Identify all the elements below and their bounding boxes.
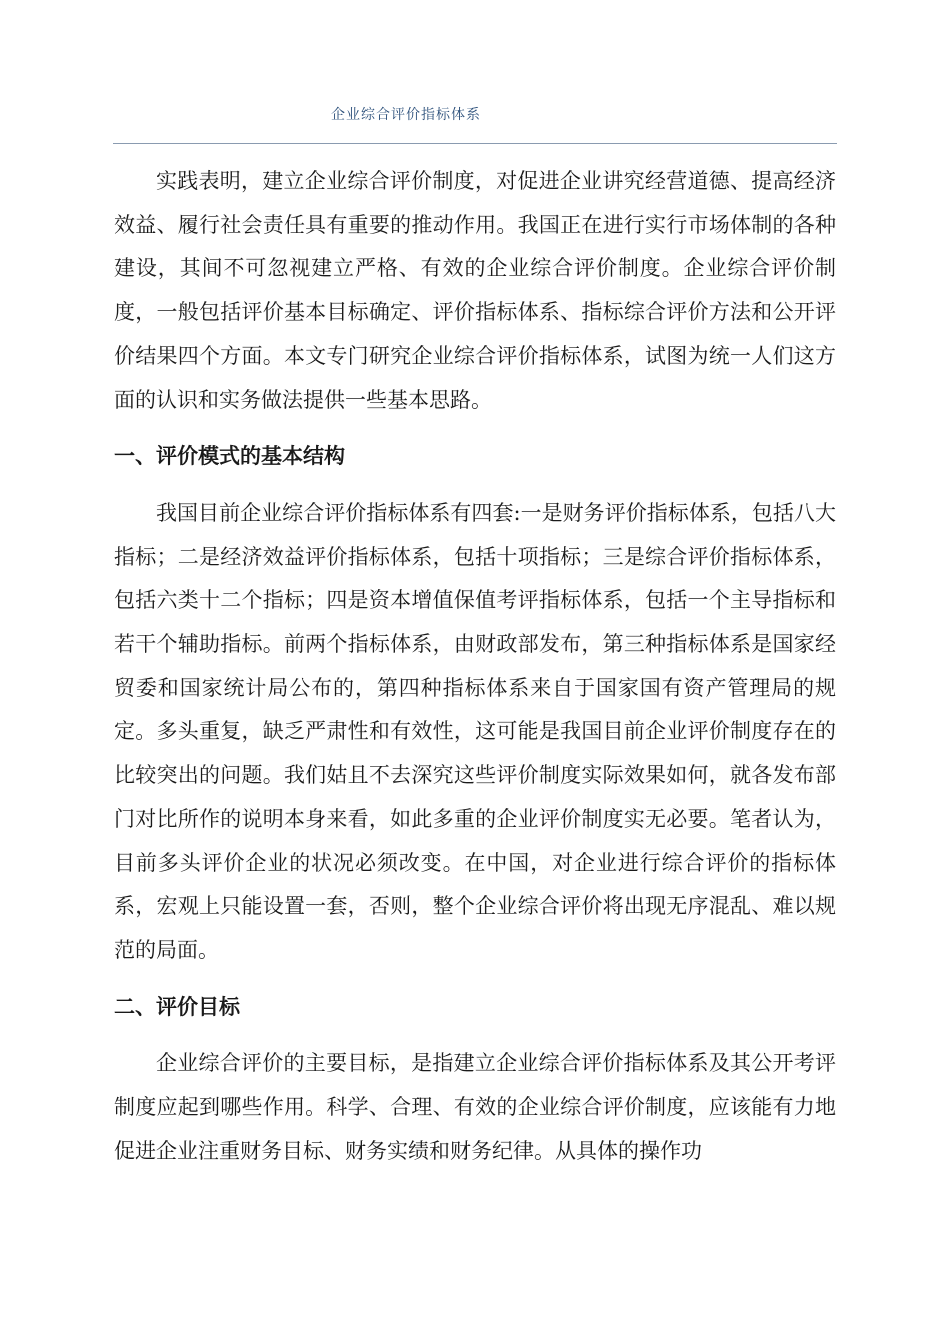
section-heading-2: 二、评价目标 (114, 994, 240, 1019)
paragraph-section-2: 企业综合评价的主要目标，是指建立企业综合评价指标体系及其公开考评制度应起到哪些作用。科学、合理、有效的企业综合评价制度，应该能有力地促进企业注重财务目标、财务实绩和财务纪律。从具体的操作功 (114, 1051, 836, 1163)
header-divider (113, 143, 837, 144)
paragraph-section-1: 我国目前企业综合评价指标体系有四套:一是财务评价指标体系，包括八大指标；二是经济效益评价指标体系，包括十项指标；三是综合评价指标体系，包括六类十二个指标；四是资本增值保值考评指标体系，包括一个主导指标和若干个辅助指标。前两个指标体系，由财政部发布，第三种指标体系是国家经贸委和国家统计局公布的，第四种指标体系来自于国家国有资产管理局的规定。多头重复，缺乏严肃性和有效性，这可能是我国目前企业评价制度存在的比较突出的问题。我们姑且不去深究这些评价制度实际效果如何，就各发布部门对比所作的说明本身来看，如此多重的企业评价制度实无必要。笔者认为，目前多头评价企业的状况必须改变。在中国，对企业进行综合评价的指标体系，宏观上只能设置一套，否则，整个企业综合评价将出现无序混乱、难以规范的局面。 (114, 500, 836, 962)
section-heading-1: 一、评价模式的基本结构 (114, 444, 345, 469)
running-header-title: 企业综合评价指标体系 (331, 107, 481, 123)
document-body (114, 160, 836, 1173)
paragraph-intro: 实践表明，建立企业综合评价制度，对促进企业讲究经营道德、提高经济效益、履行社会责任具有重要的推动作用。我国正在进行实行市场体制的各种建设，其间不可忽视建立严格、有效的企业综合评价制度。企业综合评价制度，一般包括评价基本目标确定、评价指标体系、指标综合评价方法和公开评价结果四个方面。本文专门研究企业综合评价指标体系，试图为统一人们这方面的认识和实务做法提供一些基本思路。 (114, 169, 836, 412)
